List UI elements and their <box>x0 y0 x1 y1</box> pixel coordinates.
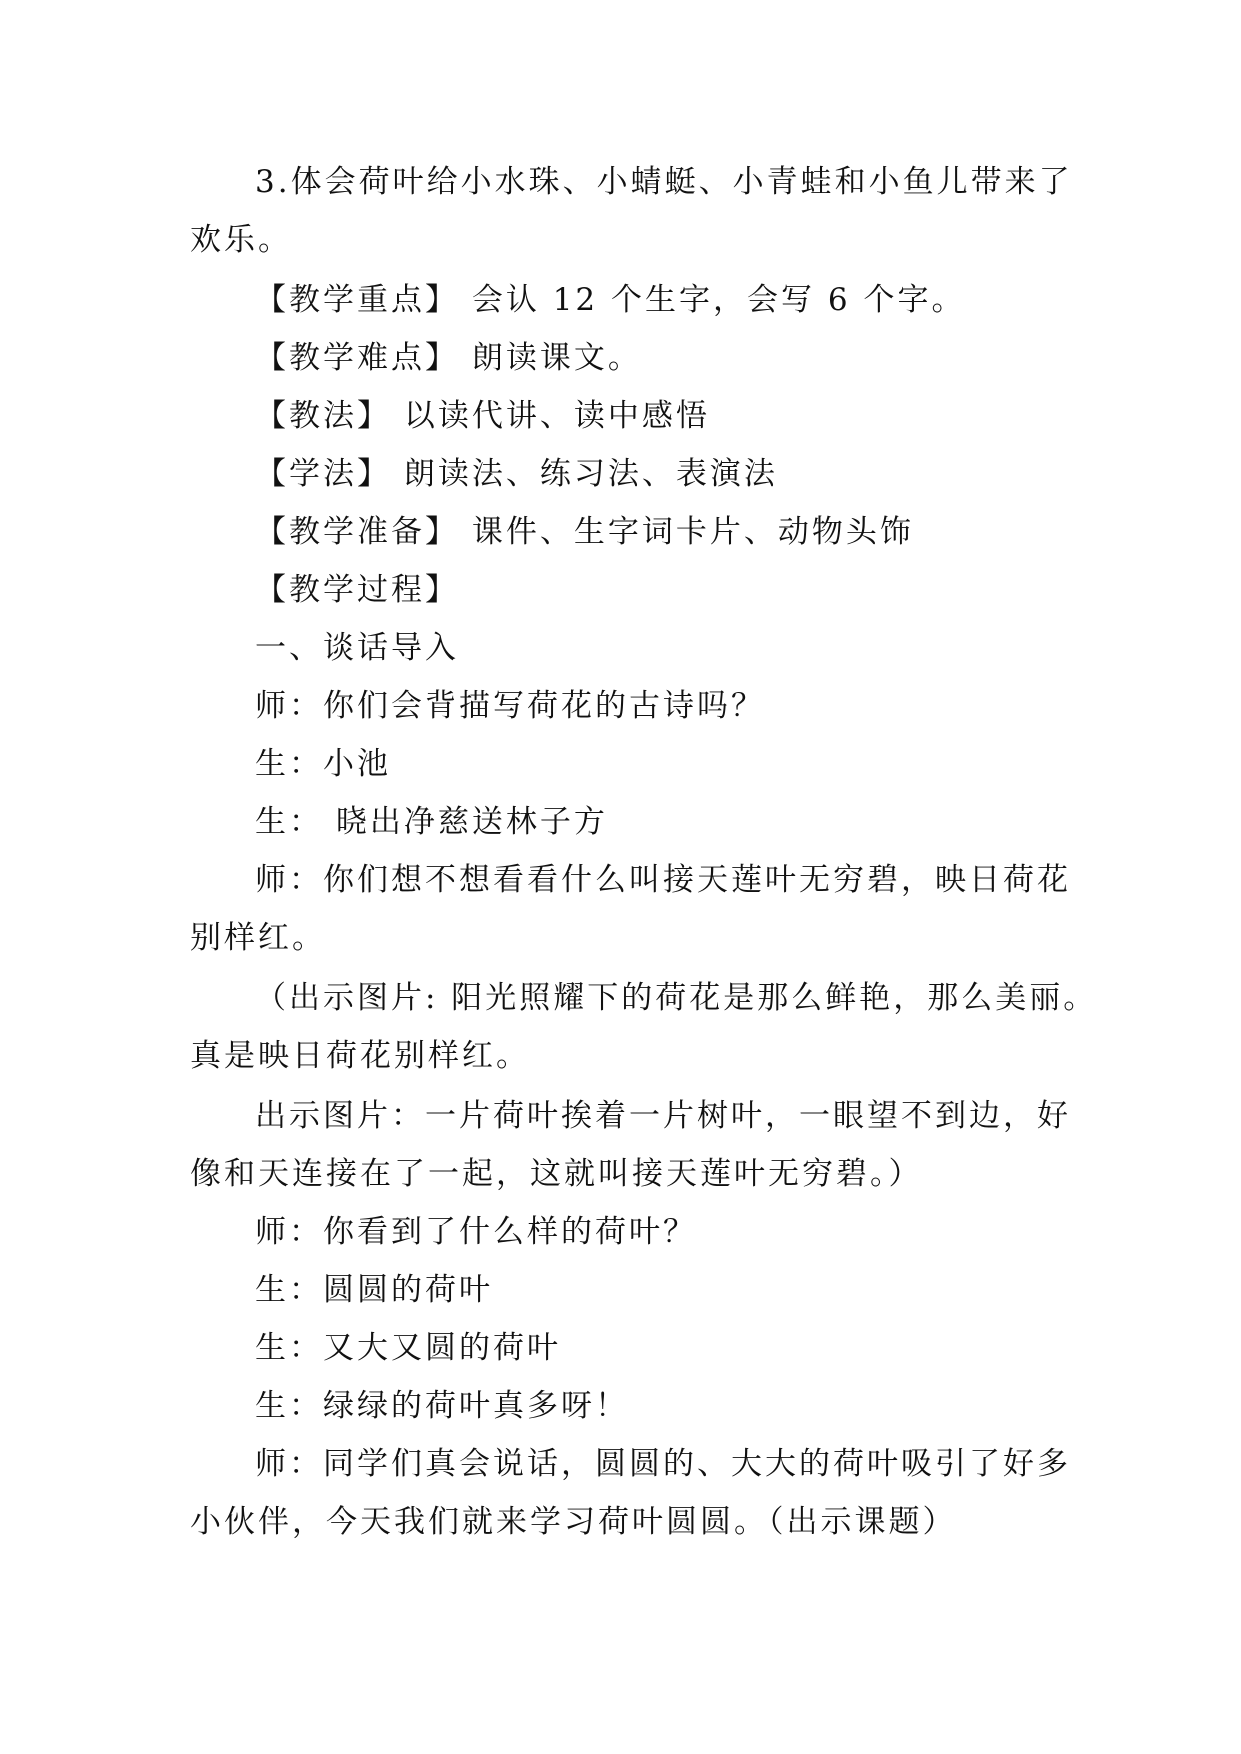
teaching-preparation: 【教学准备】 课件、生字词卡片、动物头饰 <box>255 514 914 550</box>
objective-3-line-1: 3.体会荷叶给小水珠、小蜻蜓、小青蛙和小鱼儿带来了 <box>255 164 1073 200</box>
picture-note-line-continued: 真是映日荷花别样红。 <box>190 1038 530 1074</box>
dialogue-line: 师：同学们真会说话，圆圆的、大大的荷叶吸引了好多 <box>255 1446 1071 1482</box>
section-heading-intro: 一、谈话导入 <box>255 630 459 666</box>
dialogue-line: 生：小池 <box>255 746 391 782</box>
dialogue-line: 师：你们想不想看看什么叫接天莲叶无穷碧，映日荷花 <box>255 862 1071 898</box>
teaching-difficulty: 【教学难点】 朗读课文。 <box>255 340 642 376</box>
dialogue-line: 生： 晓出净慈送林子方 <box>255 804 608 840</box>
picture-note-line: （出示图片: 阳光照耀下的荷花是那么鲜艳，那么美丽。 <box>255 980 1098 1016</box>
teaching-method: 【教法】 以读代讲、读中感悟 <box>255 398 710 434</box>
teaching-focus: 【教学重点】 会认 12 个生字，会写 6 个字。 <box>255 282 966 318</box>
dialogue-line: 生：又大又圆的荷叶 <box>255 1330 561 1366</box>
learning-method: 【学法】 朗读法、练习法、表演法 <box>255 456 778 492</box>
dialogue-line-continued: 别样红。 <box>190 920 326 956</box>
dialogue-line-continued: 小伙伴，今天我们就来学习荷叶圆圆。（出示课题） <box>190 1504 957 1540</box>
objective-3-line-2: 欢乐。 <box>190 222 292 258</box>
dialogue-line: 生：绿绿的荷叶真多呀！ <box>255 1388 629 1424</box>
teaching-process-heading: 【教学过程】 <box>255 572 459 608</box>
picture-note-line-continued: 像和天连接在了一起，这就叫接天莲叶无穷碧。） <box>190 1156 923 1192</box>
dialogue-line: 师：你看到了什么样的荷叶？ <box>255 1214 697 1250</box>
picture-note-line: 出示图片：一片荷叶挨着一片树叶，一眼望不到边，好 <box>255 1098 1071 1134</box>
dialogue-line: 生：圆圆的荷叶 <box>255 1272 493 1308</box>
dialogue-line: 师：你们会背描写荷花的古诗吗？ <box>255 688 765 724</box>
